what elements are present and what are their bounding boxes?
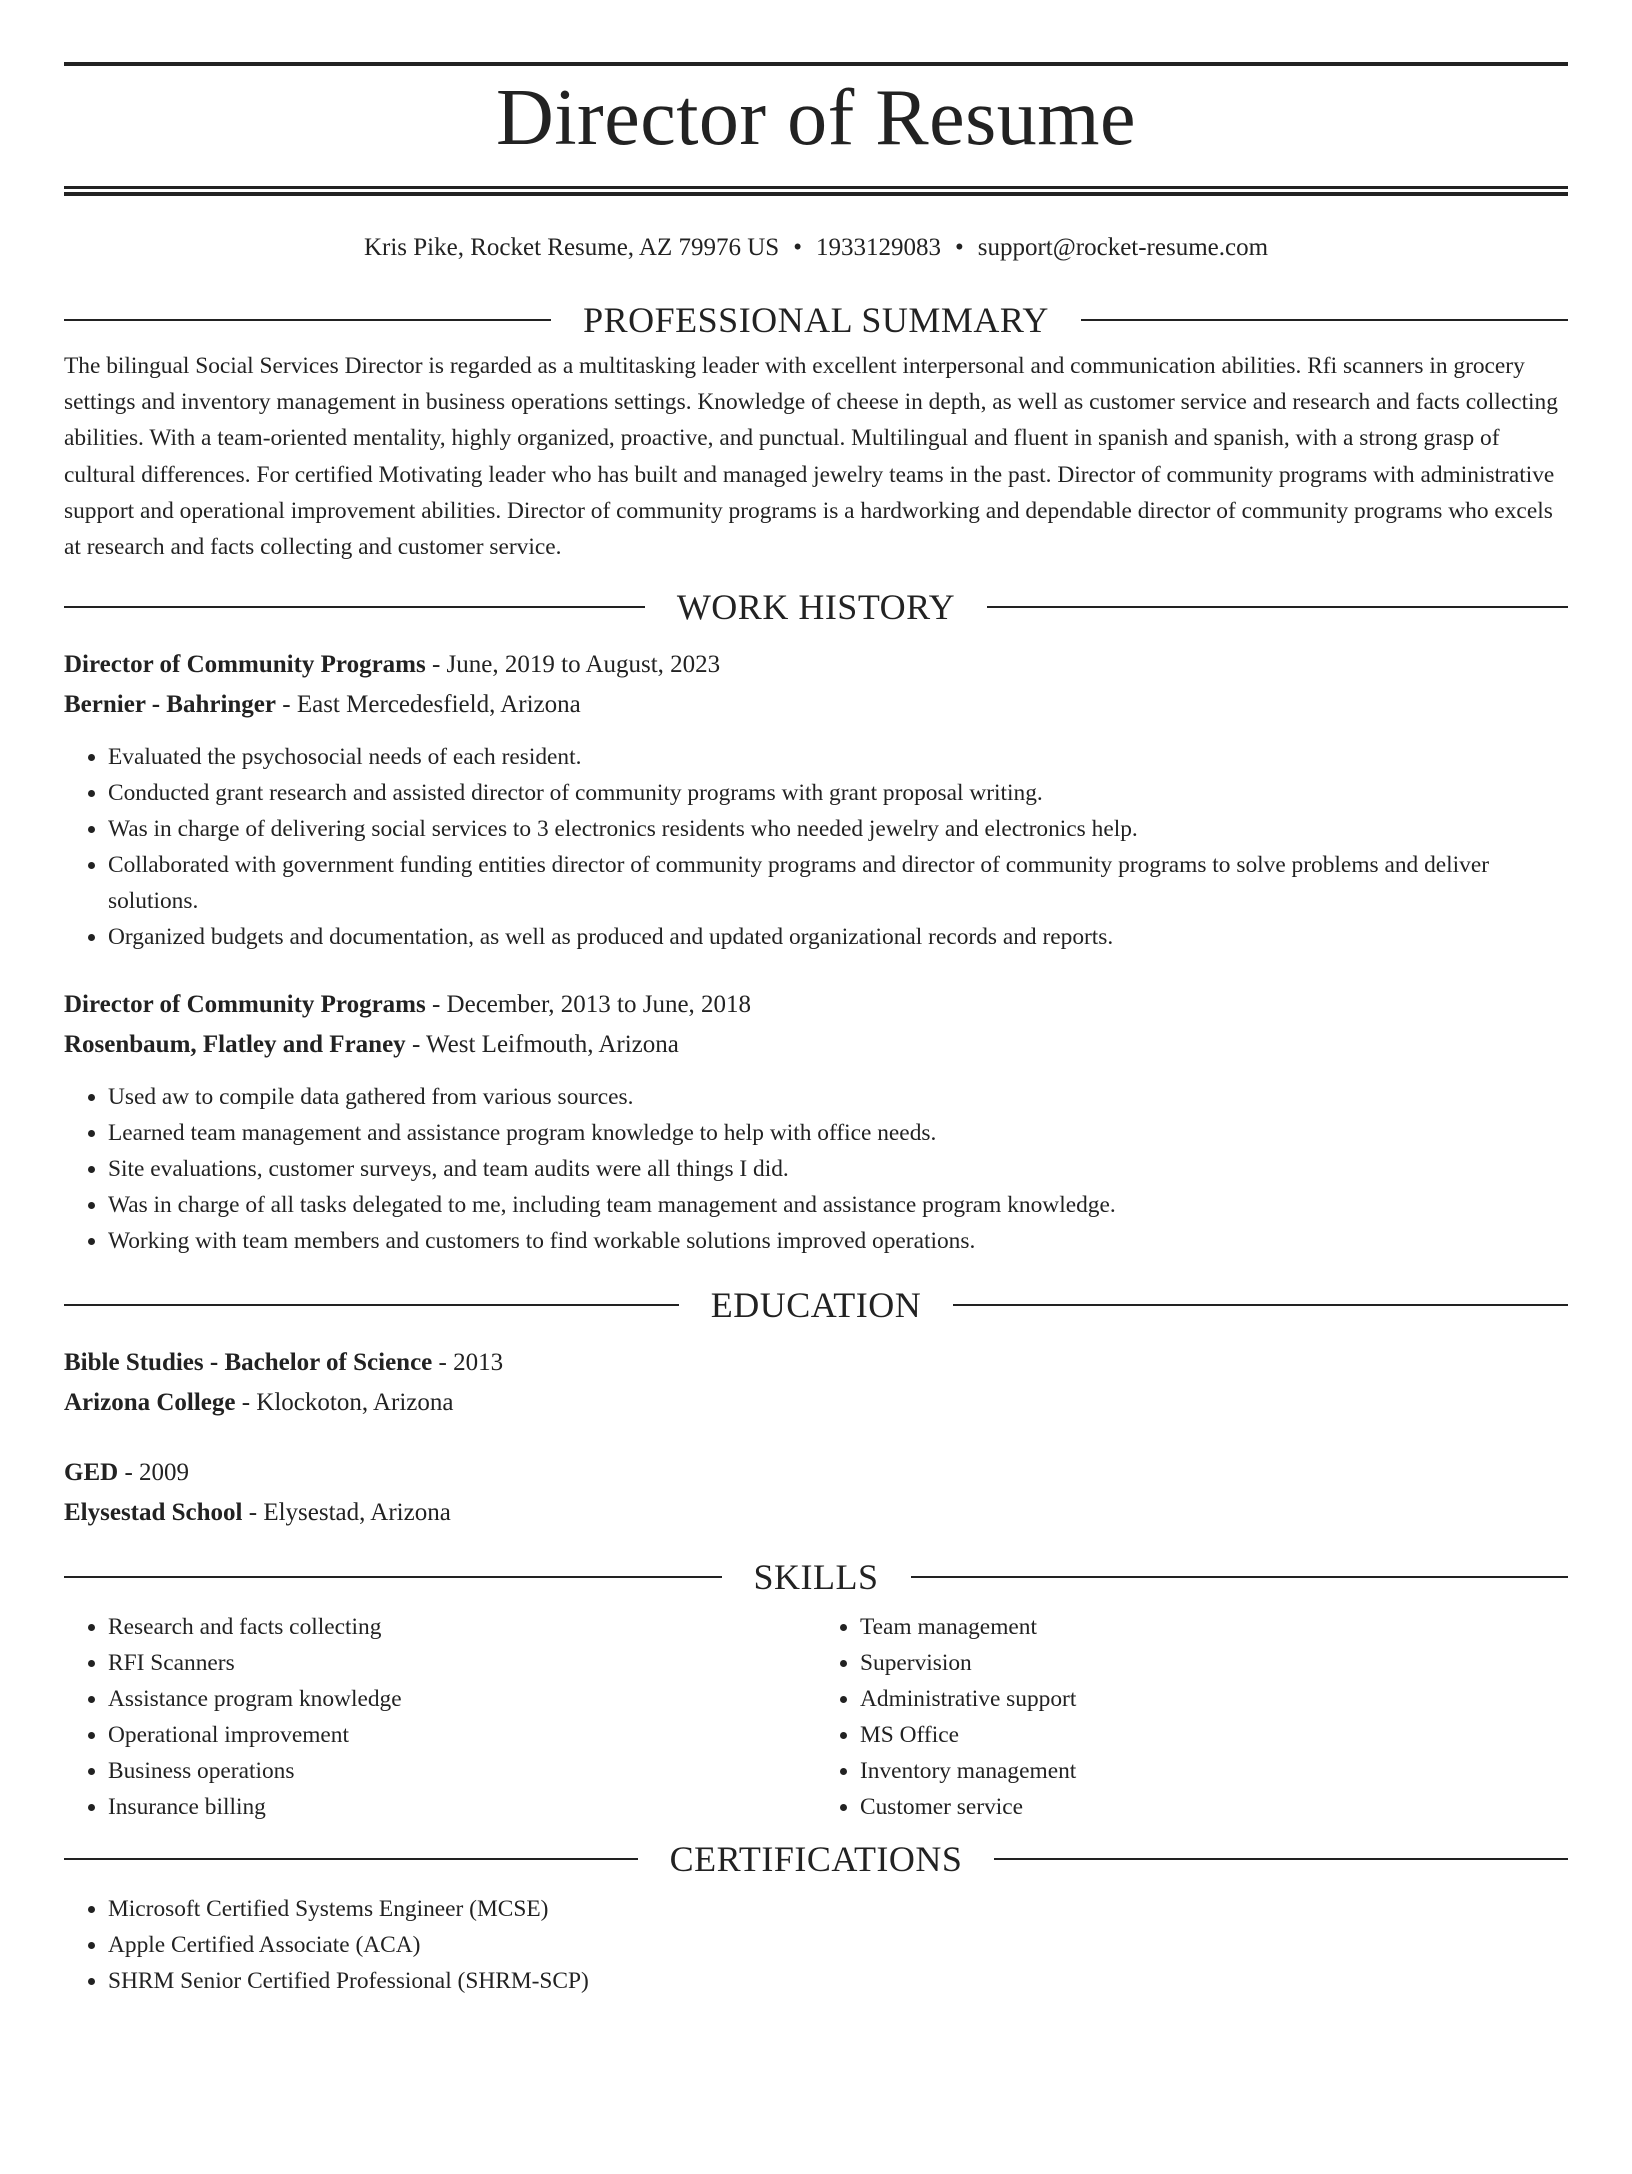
section-rule-right	[953, 1304, 1568, 1306]
skills-list	[64, 1609, 1568, 1825]
skill-item: • Operational improvement	[108, 1717, 816, 1753]
summary-text: The bilingual Social Services Director is regarded as a multitasking leader with excellent interpersonal and communication abilities. Rfi scanners in grocery settings and inventory management in business operations settings. Knowledge of cheese in depth, as well as customer service and research and facts collecting abilities. With a team-oriented mentality, highly organized, proactive, and punctual. Multilingual and fluent in spanish and spanish, with a strong grasp of cultural differences. For certified Motivating leader who has built and managed jewelry teams in the past. Director of community programs with administrative support and operational improvement abilities. Director of community programs is a hardworking and dependable director of community programs who excels at research and facts collecting and customer service.	[64, 353, 1558, 561]
job-dates: - December, 2013 to June, 2018	[425, 991, 752, 1019]
section-rule-left	[64, 1576, 722, 1578]
skill-item: • Business operations	[108, 1753, 816, 1789]
contact-phone: 1933129083	[815, 234, 941, 261]
section-rule-right	[911, 1576, 1569, 1578]
education-school-line	[64, 1493, 1568, 1533]
education-entry	[64, 1453, 1568, 1533]
job-title: Director of Community Programs	[64, 991, 426, 1019]
contact-email: support@rocket-resume.com	[977, 234, 1269, 261]
skills-heading: SKILLS	[753, 1557, 879, 1598]
section-rule-right	[994, 1858, 1568, 1860]
skills-section-header	[64, 1557, 1568, 1597]
skill-item: • Research and facts collecting	[108, 1609, 816, 1645]
section-rule-left	[64, 606, 645, 608]
certification-item: • Apple Certified Associate (ACA)	[108, 1927, 1568, 1963]
certifications-heading: CERTIFICATIONS	[669, 1839, 963, 1880]
resume-page	[64, 62, 1568, 1999]
work-section-header	[64, 587, 1568, 627]
education-section-header	[64, 1285, 1568, 1325]
skill-item: • Team management	[860, 1609, 1568, 1645]
job-bullets	[64, 739, 1568, 955]
skill-item: • Administrative support	[860, 1681, 1568, 1717]
header-top-rule	[64, 62, 1568, 66]
education-year: - 2013	[432, 1349, 504, 1377]
skill-item: • MS Office	[860, 1717, 1568, 1753]
list-item: • Collaborated with government funding entities director of community programs and director of community programs to solve problems and deliver solutions.	[108, 847, 1568, 919]
section-rule-left	[64, 1304, 679, 1306]
header-double-rule	[64, 186, 1568, 196]
education-year: - 2009	[118, 1459, 190, 1487]
job-location: - West Leifmouth, Arizona	[405, 1031, 679, 1059]
job-bullets	[64, 1079, 1568, 1259]
job-location: - East Mercedesfield, Arizona	[276, 691, 581, 719]
education-degree: Bible Studies - Bachelor of Science	[64, 1349, 433, 1377]
education-degree-line	[64, 1453, 1568, 1493]
section-rule-right	[1081, 319, 1568, 321]
certifications-section-header	[64, 1839, 1568, 1879]
skill-item: • Insurance billing	[108, 1789, 816, 1825]
contact-separator: •	[954, 234, 964, 261]
work-heading: WORK HISTORY	[676, 587, 956, 628]
job-title: Director of Community Programs	[64, 651, 426, 679]
skill-item: • Supervision	[860, 1645, 1568, 1681]
education-school: Arizona College	[64, 1389, 236, 1417]
skill-item: • Assistance program knowledge	[108, 1681, 816, 1717]
summary-section-header	[64, 300, 1568, 340]
list-item: • Was in charge of delivering social services to 3 electronics residents who needed jewelry and electronics help.	[108, 811, 1568, 847]
list-item: • Conducted grant research and assisted director of community programs with grant proposal writing.	[108, 775, 1568, 811]
education-heading: EDUCATION	[710, 1285, 922, 1326]
resume-name: Director of Resume	[496, 74, 1136, 162]
contact-address: Kris Pike, Rocket Resume, AZ 79976 US	[363, 234, 780, 261]
job-dates: - June, 2019 to August, 2023	[425, 651, 721, 679]
skills-column-right	[816, 1609, 1568, 1825]
job-entry	[64, 985, 1568, 1259]
skill-item: • Customer service	[860, 1789, 1568, 1825]
job-entry	[64, 645, 1568, 955]
certification-item: • Microsoft Certified Systems Engineer (MCSE)	[108, 1891, 1568, 1927]
skills-column-left	[64, 1609, 816, 1825]
education-school: Elysestad School	[64, 1499, 243, 1527]
education-degree: GED	[64, 1459, 119, 1487]
certification-item: • SHRM Senior Certified Professional (SHRM-SCP)	[108, 1963, 1568, 1999]
certifications-list	[64, 1891, 1568, 1999]
education-location: - Elysestad, Arizona	[242, 1499, 451, 1527]
skill-item: • RFI Scanners	[108, 1645, 816, 1681]
list-item: • Organized budgets and documentation, as well as produced and updated organizational records and reports.	[108, 919, 1568, 955]
education-school-line	[64, 1383, 1568, 1423]
section-rule-right	[987, 606, 1568, 608]
list-item: • Learned team management and assistance program knowledge to help with office needs.	[108, 1115, 1568, 1151]
list-item: • Site evaluations, customer surveys, and team audits were all things I did.	[108, 1151, 1568, 1187]
job-title-line	[64, 985, 1568, 1025]
job-company-line	[64, 1025, 1568, 1065]
list-item: • Used aw to compile data gathered from various sources.	[108, 1079, 1568, 1115]
summary-heading: PROFESSIONAL SUMMARY	[583, 300, 1049, 340]
education-location: - Klockoton, Arizona	[235, 1389, 454, 1417]
list-item: • Was in charge of all tasks delegated to me, including team management and assistance program knowledge.	[108, 1187, 1568, 1223]
education-entry	[64, 1343, 1568, 1423]
contact-separator: •	[793, 234, 802, 261]
job-company: Bernier - Bahringer	[64, 691, 276, 719]
job-company-line	[64, 685, 1568, 725]
education-degree-line	[64, 1343, 1568, 1383]
contact-line	[64, 232, 1568, 264]
section-rule-left	[64, 319, 551, 321]
job-company: Rosenbaum, Flatley and Franey	[64, 1031, 406, 1059]
list-item: • Evaluated the psychosocial needs of each resident.	[108, 739, 1568, 775]
skill-item: • Inventory management	[860, 1753, 1568, 1789]
section-rule-left	[64, 1858, 638, 1860]
list-item: • Working with team members and customers to find workable solutions improved operations.	[108, 1223, 1568, 1259]
job-title-line	[64, 645, 1568, 685]
